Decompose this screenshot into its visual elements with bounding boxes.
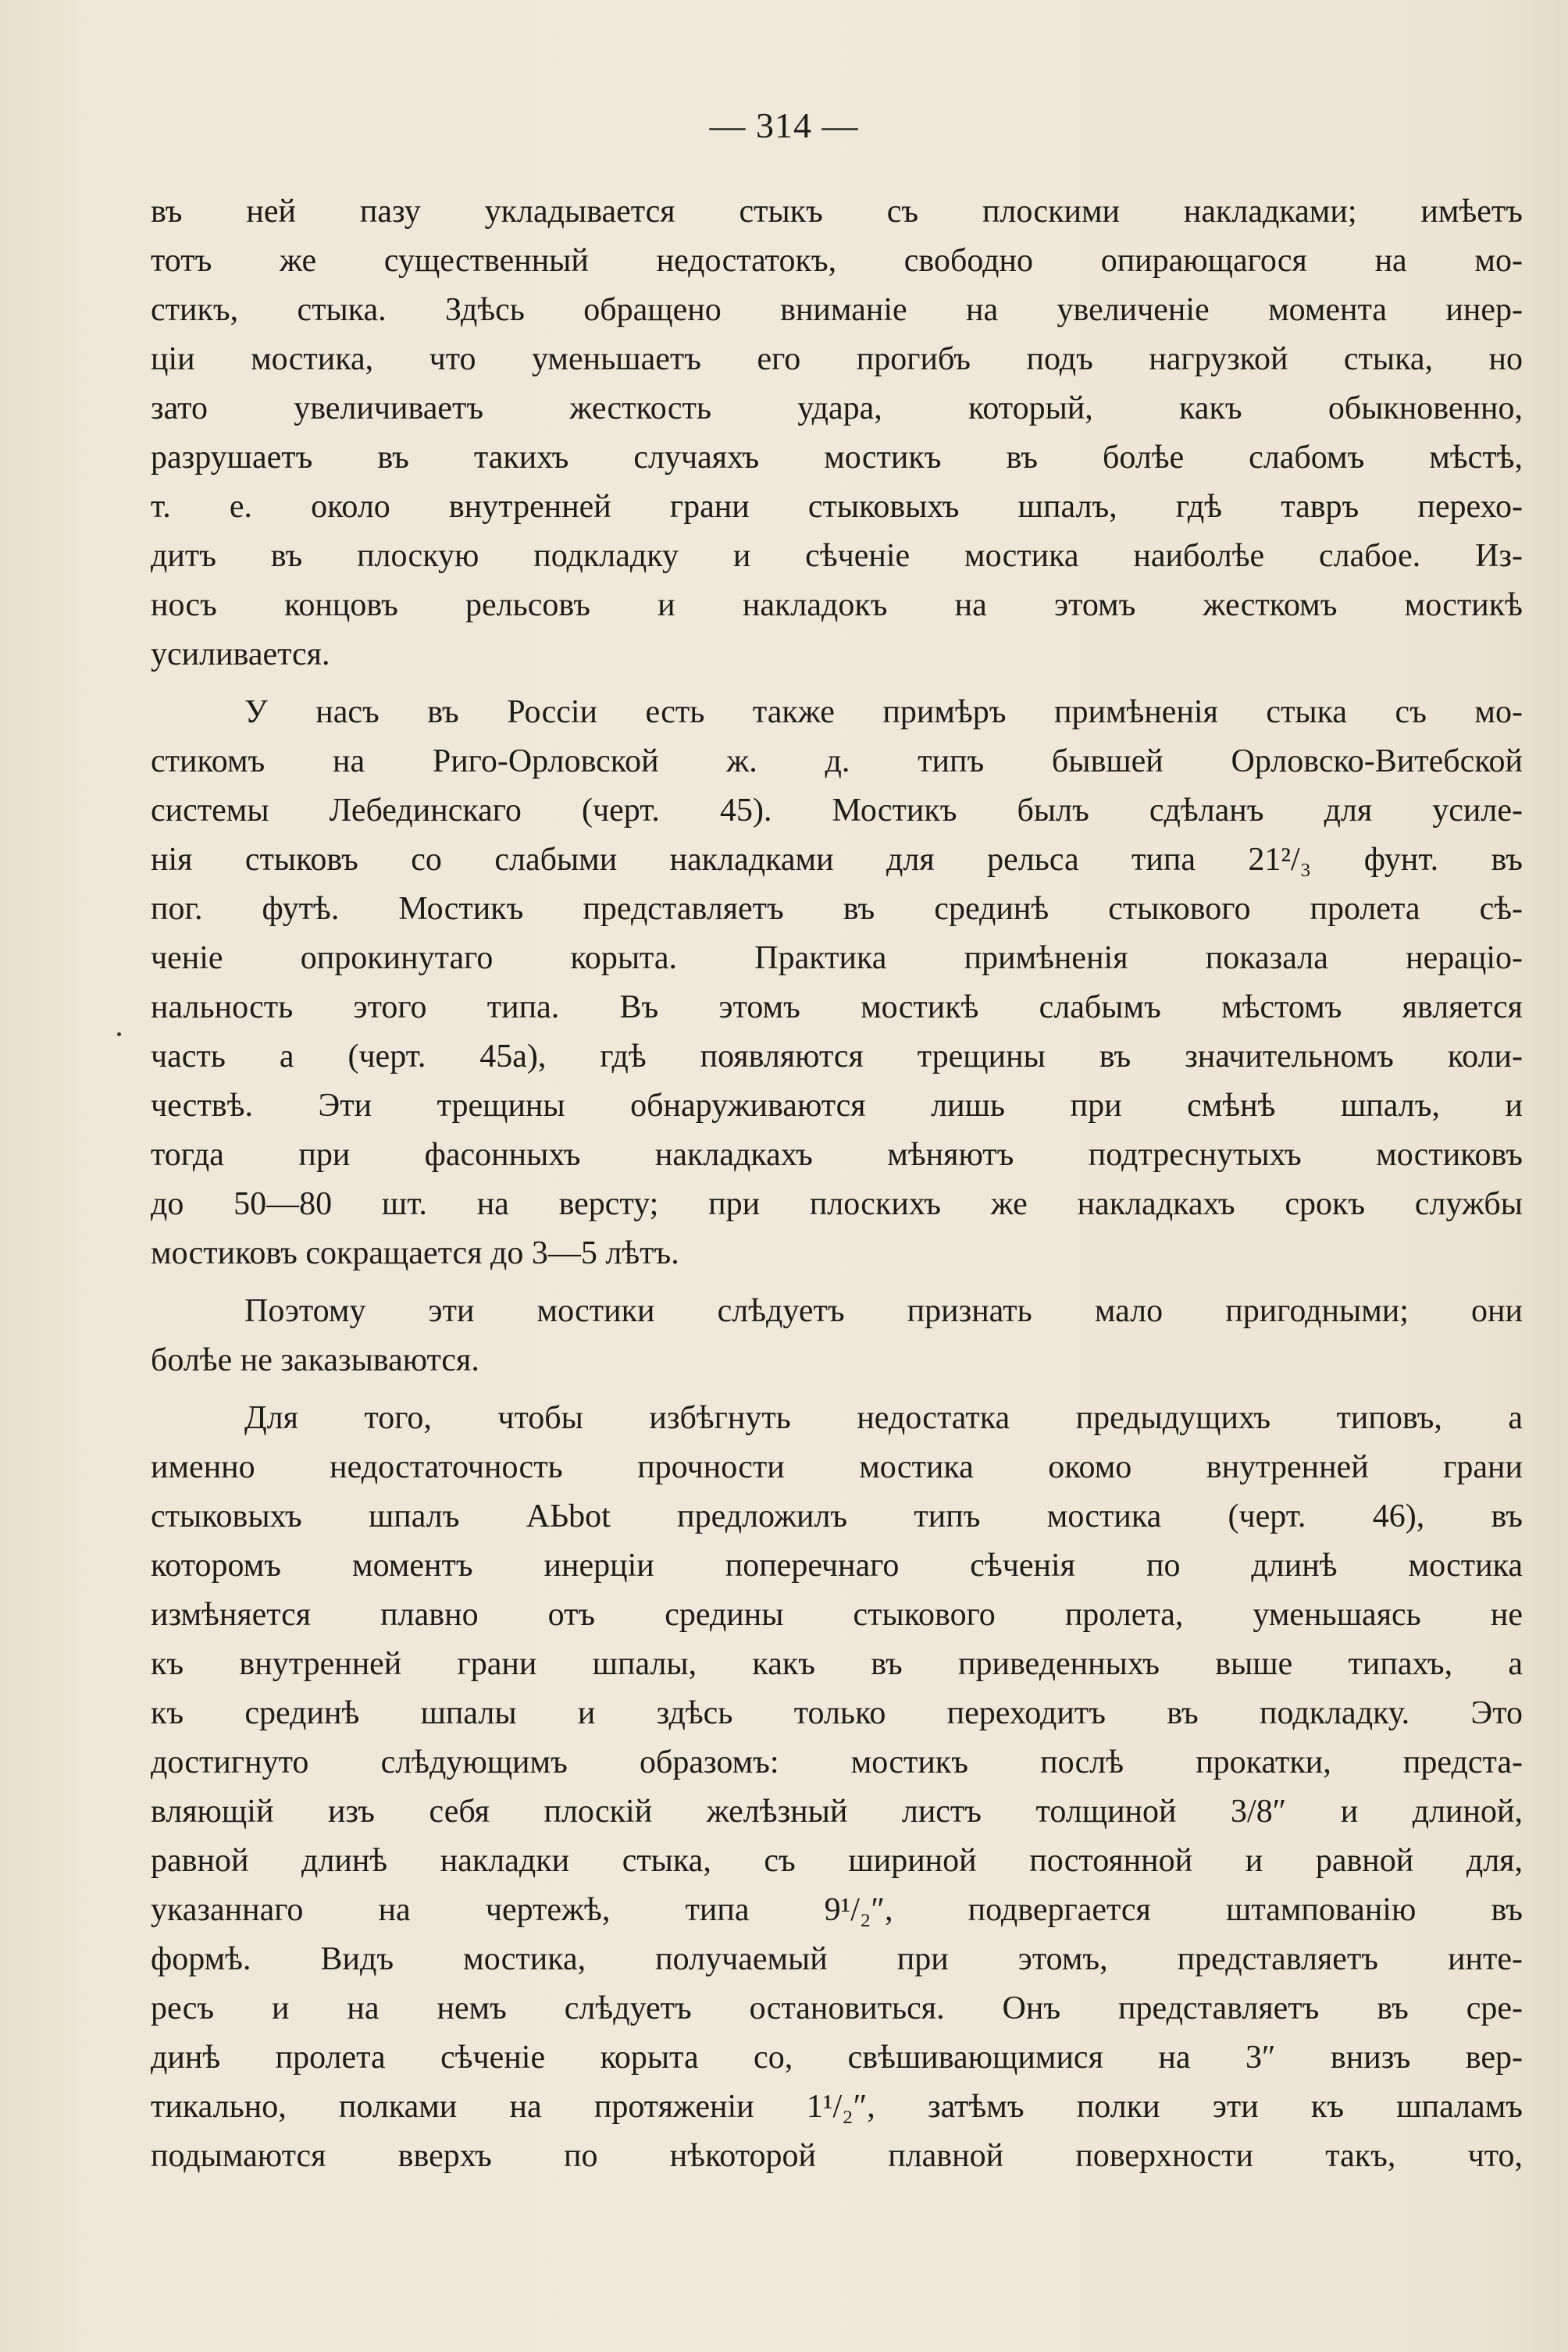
text-line: мостиковъ сокращается до 3—5 лѣтъ. — [151, 1235, 679, 1271]
text-line: нальность этого типа. Въ этомъ мостикѣ слабымъ мѣстомъ является — [151, 989, 1523, 1025]
paragraph-3 — [151, 1287, 1523, 1385]
text-line: ченіе опрокинутаго корыта. Практика примѣненія показала нераціо- — [151, 940, 1523, 976]
text-line: динѣ пролета сѣченіе корыта со, свѣшивающимися на 3″ внизъ вер- — [151, 2040, 1523, 2076]
text-line: равной длинѣ накладки стыка, съ шириной постоянной и равной для, — [151, 1843, 1523, 1879]
text-line: часть а (черт. 45а), гдѣ появляются трещины въ значительномъ коли- — [151, 1039, 1523, 1074]
text-line: именно недостаточность прочности мостика окомо внутренней грани — [151, 1449, 1523, 1485]
body-text — [151, 187, 1523, 2181]
text-line: системы Лебединскаго (черт. 45). Мостикъ былъ сдѣланъ для усиле- — [151, 793, 1523, 829]
paragraph-4 — [151, 1394, 1523, 2181]
text-line: болѣе не заказываются. — [151, 1342, 479, 1378]
text-line: къ срединѣ шпалы и здѣсь только переходитъ въ подкладку. Это — [151, 1695, 1523, 1731]
text-line: нія стыковъ со слабыми накладками для рельса типа 21²/₃ фунт. въ — [151, 842, 1523, 878]
text-line: стикомъ на Риго-Орловской ж. д. типъ бывшей Орловско-Витебской — [151, 743, 1523, 779]
text-line: формѣ. Видъ мостика, получаемый при этомъ, представляетъ инте- — [151, 1941, 1523, 1977]
text-line: ресъ и на немъ слѣдуетъ остановиться. Онъ представляетъ въ сре- — [151, 1990, 1523, 2026]
text-line: подымаются вверхъ по нѣкоторой плавной поверхности такъ, что, — [151, 2138, 1523, 2174]
text-line: стыковыхъ шпалъ АЬbot предложилъ типъ мостика (черт. 46), въ — [151, 1499, 1523, 1534]
text-line: Поэтому эти мостики слѣдуетъ признать мало пригодными; они — [244, 1293, 1523, 1329]
text-line: которомъ моментъ инерціи поперечнаго сѣченія по длинѣ мостика — [151, 1548, 1523, 1584]
text-line: У насъ въ Россіи есть также примѣръ примѣненія стыка съ мо- — [244, 694, 1523, 730]
text-line: носъ концовъ рельсовъ и накладокъ на этомъ жесткомъ мостикѣ — [151, 587, 1523, 623]
text-line: до 50—80 шт. на версту; при плоскихъ же накладкахъ срокъ службы — [151, 1186, 1523, 1222]
text-line: зато увеличиваетъ жесткость удара, который, какъ обыкновенно, — [151, 390, 1523, 426]
text-line: пог. футѣ. Мостикъ представляетъ въ срединѣ стыкового пролета сѣ- — [151, 891, 1523, 927]
ink-speck — [117, 1032, 121, 1036]
text-line: тотъ же существенный недостатокъ, свободно опирающагося на мо- — [151, 243, 1523, 279]
text-line: стикъ, стыка. Здѣсь обращено вниманіе на увеличеніе момента инер- — [151, 292, 1523, 328]
text-line: тикально, полками на протяженіи 1¹/₂″, затѣмъ полки эти къ шпаламъ — [151, 2089, 1523, 2125]
text-line: достигнуто слѣдующимъ образомъ: мостикъ послѣ прокатки, предста- — [151, 1744, 1523, 1780]
text-line: въ ней пазу укладывается стыкъ съ плоскими накладками; имѣетъ — [151, 194, 1523, 230]
text-line: ціи мостика, что уменьшаетъ его прогибъ подъ нагрузкой стыка, но — [151, 341, 1523, 377]
text-line: чествѣ. Эти трещины обнаруживаются лишь при смѣнѣ шпалъ, и — [151, 1088, 1523, 1124]
text-line: тогда при фасонныхъ накладкахъ мѣняютъ подтреснутыхъ мостиковъ — [151, 1137, 1523, 1173]
text-line: усиливается. — [151, 636, 330, 672]
paragraph-2 — [151, 688, 1523, 1278]
text-line: дитъ въ плоскую подкладку и сѣченіе мостика наиболѣе слабое. Из- — [151, 538, 1523, 574]
text-line: т. е. около внутренней грани стыковыхъ шпалъ, гдѣ тавръ перехо- — [151, 489, 1523, 525]
text-line: разрушаетъ въ такихъ случаяхъ мостикъ въ болѣе слабомъ мѣстѣ, — [151, 440, 1523, 476]
text-line: Для того, чтобы избѣгнуть недостатка предыдущихъ типовъ, а — [244, 1400, 1523, 1436]
paragraph-1 — [151, 187, 1523, 679]
text-line: указаннаго на чертежѣ, типа 9¹/₂″, подвергается штампованію въ — [151, 1892, 1523, 1928]
text-line: измѣняется плавно отъ средины стыкового пролета, уменьшаясь не — [151, 1597, 1523, 1633]
page-number: — 314 — — [709, 105, 859, 145]
text-line: вляющій изъ себя плоскій желѣзный листъ толщиной 3/8″ и длиной, — [151, 1794, 1523, 1830]
text-line: къ внутренней грани шпалы, какъ въ приведенныхъ выше типахъ, а — [151, 1646, 1523, 1682]
